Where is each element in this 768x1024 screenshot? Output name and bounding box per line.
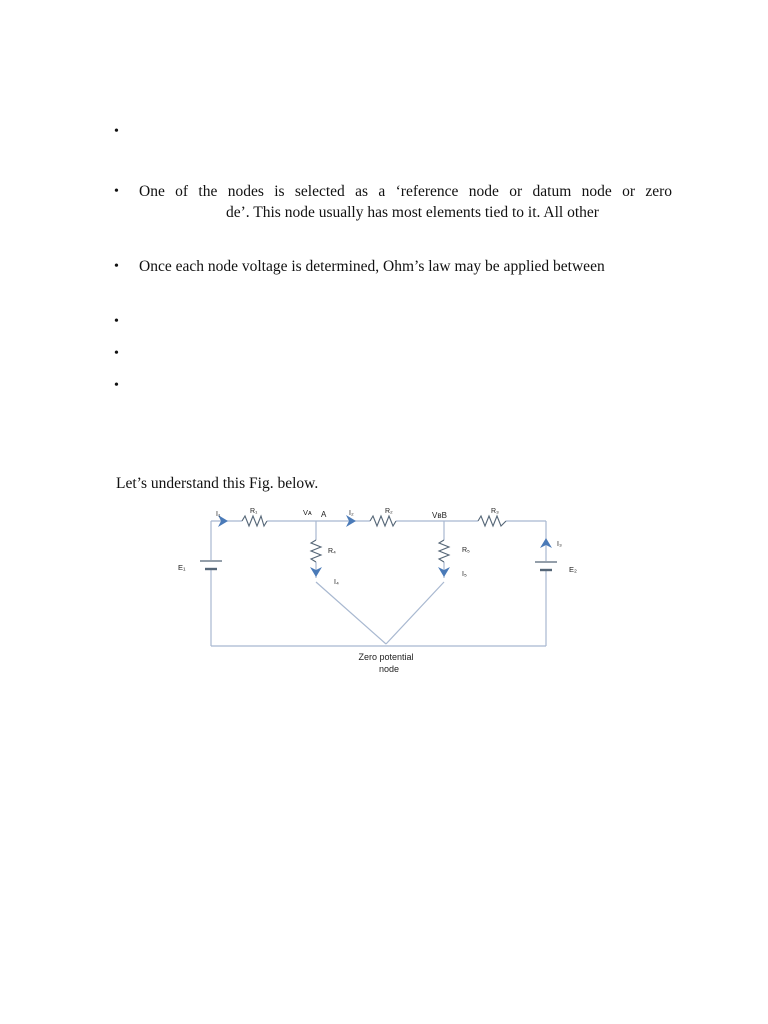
- circuit-wires: [211, 521, 546, 646]
- bullet-6: •: [114, 378, 119, 393]
- bullet-5: •: [114, 346, 119, 361]
- label-i2: I₂: [349, 510, 354, 517]
- label-r1: R₁: [250, 508, 258, 515]
- label-i3: I₃: [557, 541, 562, 548]
- label-r3: R₃: [491, 508, 499, 515]
- label-i5: I₅: [462, 571, 467, 578]
- label-r5: R₅: [462, 547, 470, 554]
- label-e1: E₁: [178, 563, 186, 572]
- reference-node-line-2: de’. This node usually has most elements tied to it. All other: [226, 204, 599, 221]
- resistor-r5: [439, 540, 449, 562]
- reference-node-line-1: One of the nodes is selected as a ‘reference node or datum node or zero: [139, 183, 672, 200]
- label-va: Vᴀ: [303, 508, 312, 517]
- figure-intro: Let’s understand this Fig. below.: [116, 475, 319, 492]
- resistor-r4: [311, 540, 321, 562]
- label-i1: I₁: [216, 511, 221, 518]
- resistor-r3: [478, 516, 506, 526]
- label-r2: R₂: [385, 508, 393, 515]
- label-r4: R₄: [328, 548, 336, 555]
- label-vb: VʙB: [432, 511, 447, 520]
- resistor-r2: [370, 516, 396, 526]
- battery-e2: [535, 562, 557, 570]
- bullet-3: •: [114, 259, 119, 274]
- label-i4: I₄: [334, 579, 339, 586]
- label-zero-potential: Zero potential: [358, 652, 414, 662]
- battery-e1: [200, 561, 222, 569]
- label-zero-node: node: [378, 664, 400, 674]
- label-e2: E₂: [569, 565, 577, 574]
- ohms-law-line: Once each node voltage is determined, Ohm’s law may be applied between: [139, 258, 605, 275]
- bullet-1: •: [114, 124, 119, 139]
- bullet-2: •: [114, 184, 119, 199]
- resistor-r1: [242, 516, 267, 526]
- label-node-a: A: [321, 510, 327, 519]
- bullet-4: •: [114, 314, 119, 329]
